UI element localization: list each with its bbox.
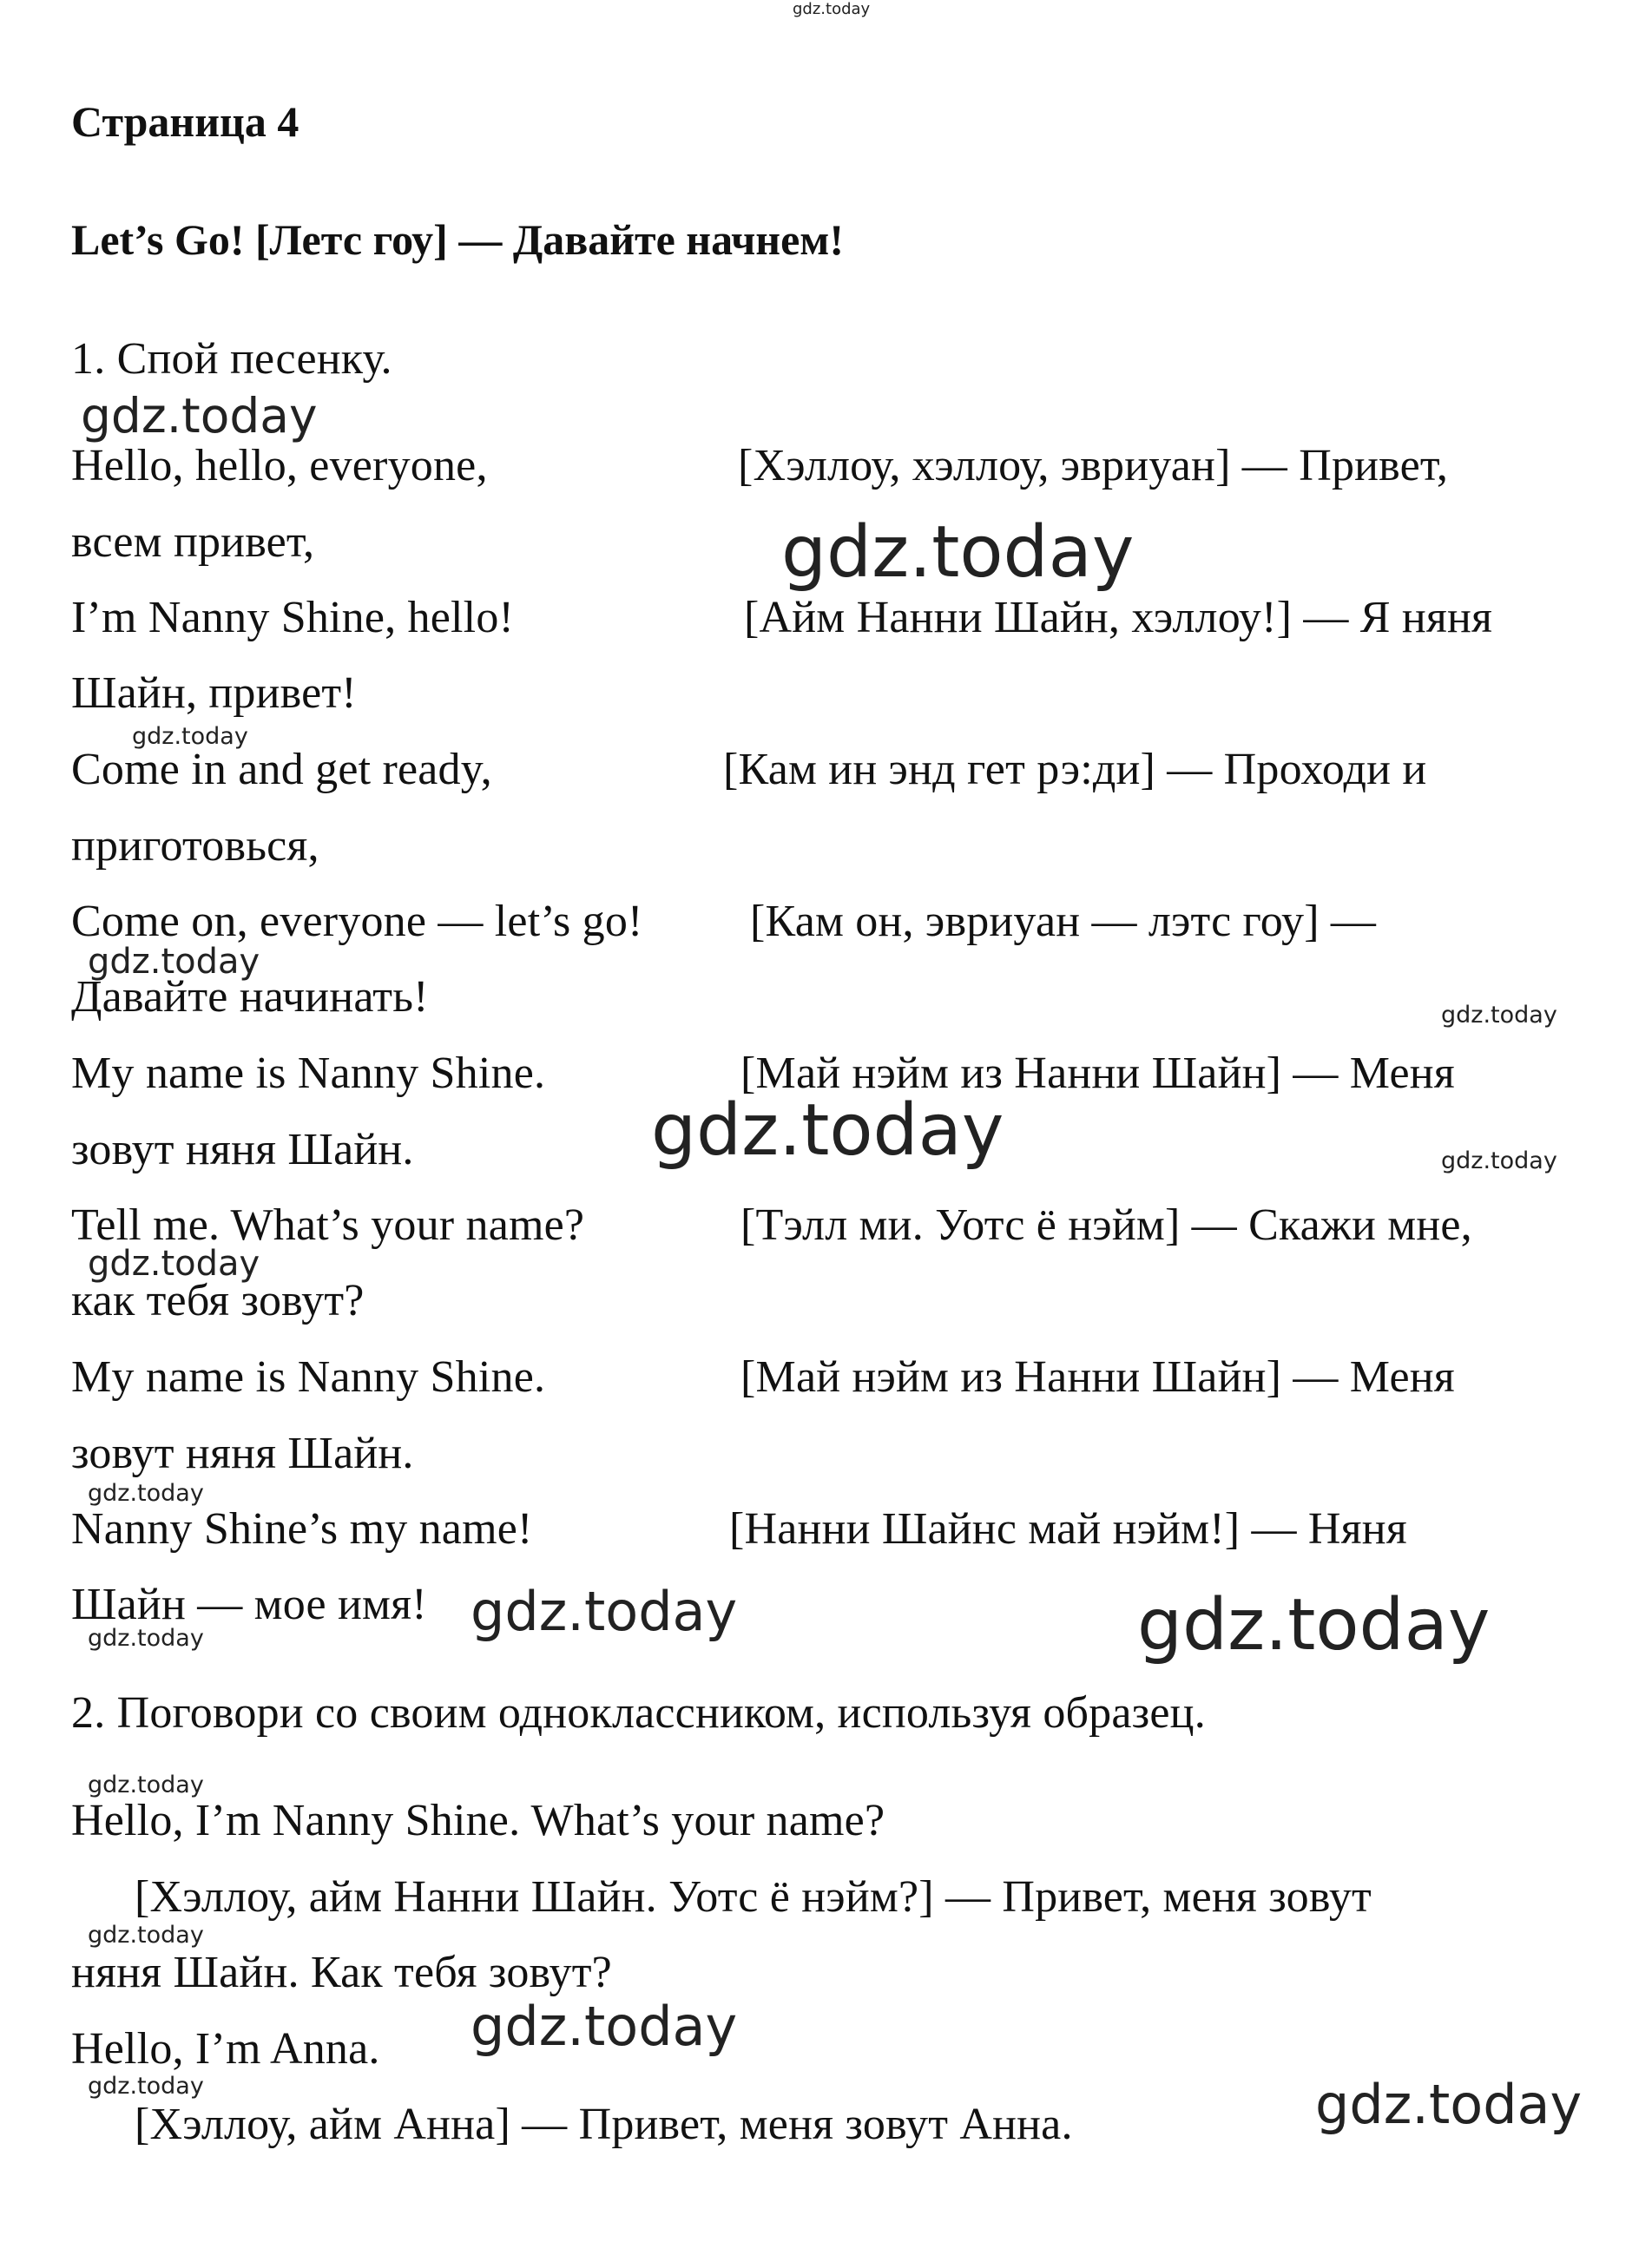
song-line-ru: [Тэлл ми. Уотс ё нэйм] — Скажи мне, xyxy=(740,1200,1472,1250)
watermark: gdz.today xyxy=(793,0,871,18)
dialog-line: Hello, I’m Anna. xyxy=(71,2024,380,2074)
task2-title: 2. Поговори со своим одноклассником, используя образец. xyxy=(71,1688,1206,1738)
watermark: gdz.today xyxy=(1137,1584,1491,1667)
watermark: gdz.today xyxy=(471,1580,738,1643)
song-line-ru: [Кам он, эвриуан — лэтс гоу] — xyxy=(750,897,1377,946)
song-line-ru: [Хэллоу, хэллоу, эвриуан] — Привет, xyxy=(738,441,1449,490)
watermark: gdz.today xyxy=(88,1244,260,1284)
watermark: gdz.today xyxy=(88,2073,204,2100)
watermark: gdz.today xyxy=(132,723,248,750)
song-line-ru-continued: приготовься, xyxy=(71,821,319,871)
dialog-line: Hello, I’m Nanny Shine. What’s your name? xyxy=(71,1796,885,1845)
watermark: gdz.today xyxy=(781,511,1135,594)
page-title: Страница 4 xyxy=(71,97,299,146)
song-line-ru-continued: Шайн — мое имя! xyxy=(71,1580,427,1629)
watermark: gdz.today xyxy=(1441,1147,1557,1174)
watermark: gdz.today xyxy=(81,388,318,444)
song-line-ru-continued: Шайн, привет! xyxy=(71,668,357,718)
dialog-line: няня Шайн. Как тебя зовут? xyxy=(71,1948,612,1997)
song-line-en: Hello, hello, everyone, xyxy=(71,441,488,490)
song-line-en: My name is Nanny Shine. xyxy=(71,1049,546,1098)
watermark: gdz.today xyxy=(88,1772,204,1798)
song-line-ru: [Май нэйм из Нанни Шайн] — Меня xyxy=(740,1352,1455,1402)
watermark: gdz.today xyxy=(88,942,260,982)
song-line-ru-continued: зовут няня Шайн. xyxy=(71,1429,414,1478)
watermark: gdz.today xyxy=(88,1922,204,1949)
watermark: gdz.today xyxy=(88,1480,204,1507)
song-line-ru-continued: всем привет, xyxy=(71,517,315,567)
watermark: gdz.today xyxy=(1441,1002,1557,1029)
song-line-ru: [Нанни Шайнс май нэйм!] — Няня xyxy=(729,1504,1407,1554)
dialog-line: [Хэллоу, айм Анна] — Привет, меня зовут Анна. xyxy=(135,2100,1073,2149)
song-line-en: Tell me. What’s your name? xyxy=(71,1200,585,1250)
watermark: gdz.today xyxy=(471,1995,738,2058)
song-line-ru-continued: Давайте начинать! xyxy=(71,972,429,1022)
song-line-ru-continued: как тебя зовут? xyxy=(71,1276,365,1325)
watermark: gdz.today xyxy=(88,1625,204,1652)
song-line-ru-continued: зовут няня Шайн. xyxy=(71,1125,414,1174)
watermark: gdz.today xyxy=(651,1089,1004,1172)
section-title: Let’s Go! [Летс гоу] — Давайте начнем! xyxy=(71,215,844,264)
dialog-line: [Хэллоу, айм Нанни Шайн. Уотс ё нэйм?] — Привет, меня зовут xyxy=(135,1872,1372,1922)
song-line-ru: [Кам ин энд гет рэ:ди] — Проходи и xyxy=(723,745,1427,794)
watermark: gdz.today xyxy=(1315,2073,1583,2136)
song-line-en: Come in and get ready, xyxy=(71,745,492,794)
song-line-ru: [Май нэйм из Нанни Шайн] — Меня xyxy=(740,1049,1455,1098)
song-line-en: My name is Nanny Shine. xyxy=(71,1352,546,1402)
song-line-ru: [Айм Нанни Шайн, хэллоу!] — Я няня xyxy=(744,593,1493,642)
song-line-en: I’m Nanny Shine, hello! xyxy=(71,593,515,642)
song-line-en: Come on, everyone — let’s go! xyxy=(71,897,643,946)
song-line-en: Nanny Shine’s my name! xyxy=(71,1504,533,1554)
task1-title: 1. Спой песенку. xyxy=(71,334,392,384)
